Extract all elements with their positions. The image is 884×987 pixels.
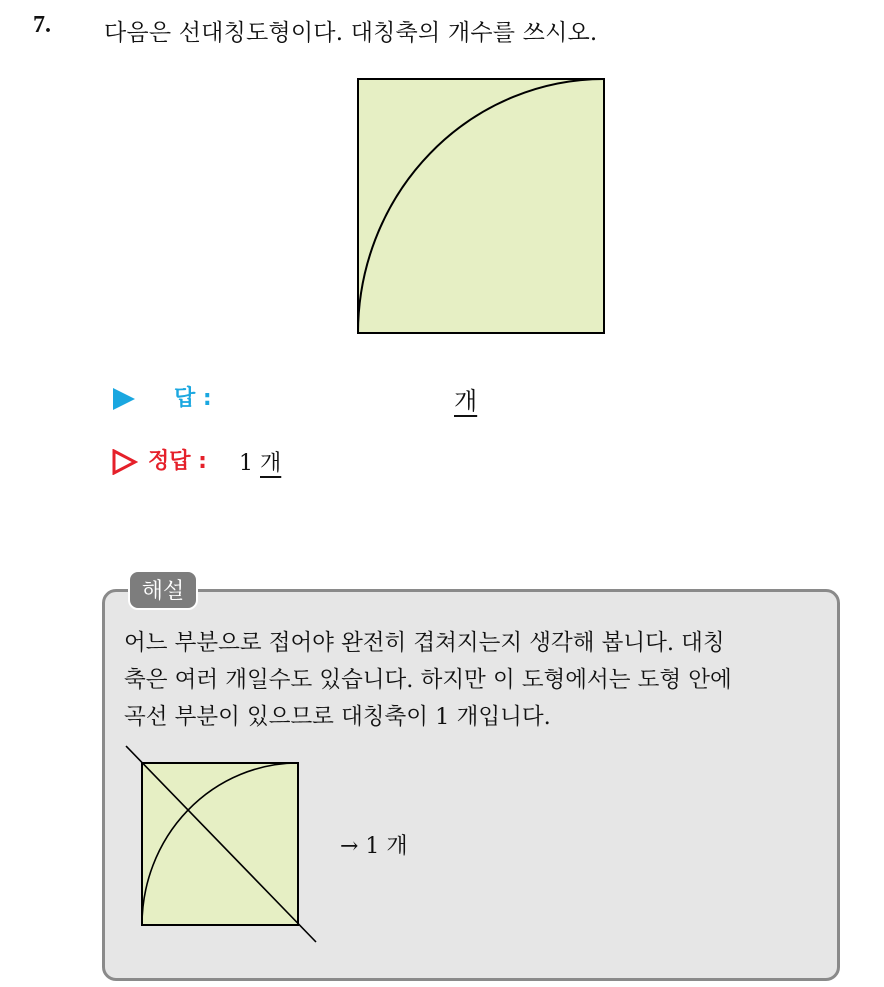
outline-triangle-icon bbox=[112, 449, 138, 475]
correct-answer-row bbox=[112, 444, 612, 480]
figure-square bbox=[358, 79, 604, 333]
explanation-result: → 1 개 bbox=[340, 834, 408, 859]
correct-answer-label: 정답 : bbox=[148, 449, 207, 474]
correct-answer-number: 1 bbox=[239, 451, 253, 476]
answer-row bbox=[112, 381, 612, 417]
explanation-line: 곡선 부분이 있으므로 대칭축이 1 개입니다. bbox=[124, 704, 551, 730]
explanation-line: 축은 여러 개일수도 있습니다. 하지만 이 도형에서는 도형 안에 bbox=[124, 667, 732, 693]
answer-label: 답 : bbox=[174, 386, 212, 411]
explanation-figure bbox=[124, 745, 320, 945]
explanation-text bbox=[124, 625, 836, 736]
question-text: 다음은 선대칭도형이다. 대칭축의 개수를 쓰시오. bbox=[104, 20, 598, 46]
answer-unit: 개 bbox=[454, 387, 478, 415]
play-triangle-icon bbox=[112, 387, 136, 411]
explanation-line: 어느 부분으로 접어야 완전히 겹쳐지는지 생각해 봅니다. 대칭 bbox=[124, 630, 725, 656]
correct-answer-unit: 개 bbox=[260, 451, 282, 476]
correct-answer-value bbox=[239, 446, 281, 477]
symmetric-figure bbox=[356, 77, 606, 335]
question-number: 7. bbox=[33, 12, 51, 38]
explanation-tag: 해설 bbox=[128, 570, 198, 610]
